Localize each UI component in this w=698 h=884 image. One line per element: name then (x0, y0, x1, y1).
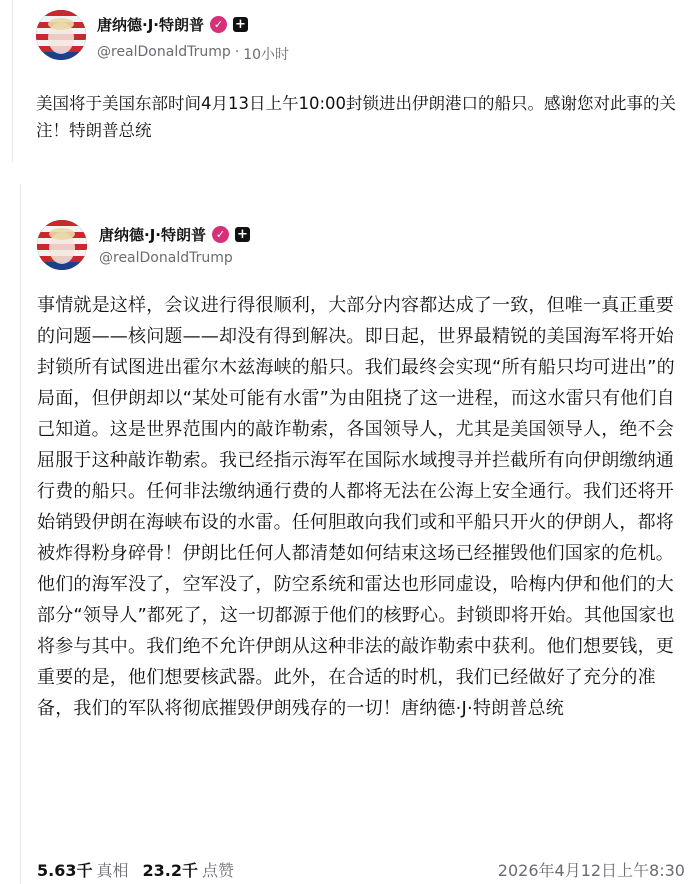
author-handle[interactable]: @realDonaldTrump (99, 250, 233, 266)
likes-label[interactable]: 点赞 (201, 861, 234, 880)
avatar[interactable] (37, 220, 87, 270)
author-row (97, 14, 248, 35)
verified-icon: ✓ (210, 16, 227, 33)
handle-row (99, 250, 233, 266)
handle-row (97, 44, 289, 64)
post-text: 事情就是这样，会议进行得很顺利，大部分内容都达成了一致，但唯一真正重要的问题——核问题——却没有得到解决。即日起，世界最精锐的美国海军将开始封锁所有试图进出霍尔木兹海峡的船只。我们最终会实现“所有船只均可进出”的局面，但伊朗却以“某处可能有水雷”为由阻挠了这一进程，而这水雷只有他们自己知道。这是世界范围内的敲诈勒索，各国领导人，尤其是美国领导人，绝不会屈服于这种敲诈勒索。我已经指示海军在国际水域搜寻并拦截所有向伊朗缴纳通行费的船只。任何非法缴纳通行费的人都将无法在公海上安全通行。我们还将开始销毁伊朗在海峡布设的水雷。任何胆敢向我们或和平船只开火的伊朗人，都将被炸得粉身碎骨！伊朗比任何人都清楚如何结束这场已经摧毁他们国家的危机。他们的海军没了，空军没了，防空系统和雷达也形同虚设，哈梅内伊和他们的大部分“领导人”都死了，这一切都源于他们的核野心。封锁即将开始。其他国家也将参与其中。我们绝不允许伊朗从这种非法的敲诈勒索中获利。他们想要钱，更重要的是，他们想要核武器。此外，在合适的时机，我们已经做好了充分的准备，我们的军队将彻底摧毁伊朗残存的一切！唐纳德·J·特朗普总统 (37, 295, 675, 719)
author-name[interactable]: 唐纳德·J·特朗普 (97, 16, 204, 34)
truth-post-top[interactable] (12, 0, 698, 162)
separator: · (234, 44, 240, 60)
truth-post-main[interactable] (20, 184, 698, 884)
retruths-count[interactable]: 5.63千 (37, 861, 93, 880)
post-timestamp[interactable]: 2026年4月12日上午8:30 (497, 861, 685, 880)
avatar-image (36, 10, 86, 60)
post-footer (37, 858, 685, 881)
verified-icon: ✓ (212, 226, 229, 243)
author-handle[interactable]: @realDonaldTrump (97, 44, 231, 60)
plus-icon: + (235, 227, 250, 242)
retruths-label[interactable]: 真相 (96, 861, 129, 880)
author-row (99, 224, 250, 245)
divider (0, 162, 698, 184)
likes-count[interactable]: 23.2千 (142, 861, 198, 880)
post-time-ago[interactable]: 10小时 (243, 47, 290, 63)
avatar[interactable] (36, 10, 86, 60)
author-name[interactable]: 唐纳德·J·特朗普 (99, 226, 206, 244)
post-text: 美国将于美国东部时间4月13日上午10:00封锁进出伊朗港口的船只。感谢您对此事的关注！特朗普总统 (36, 94, 677, 140)
plus-icon: + (233, 17, 248, 32)
avatar-image (37, 220, 87, 270)
